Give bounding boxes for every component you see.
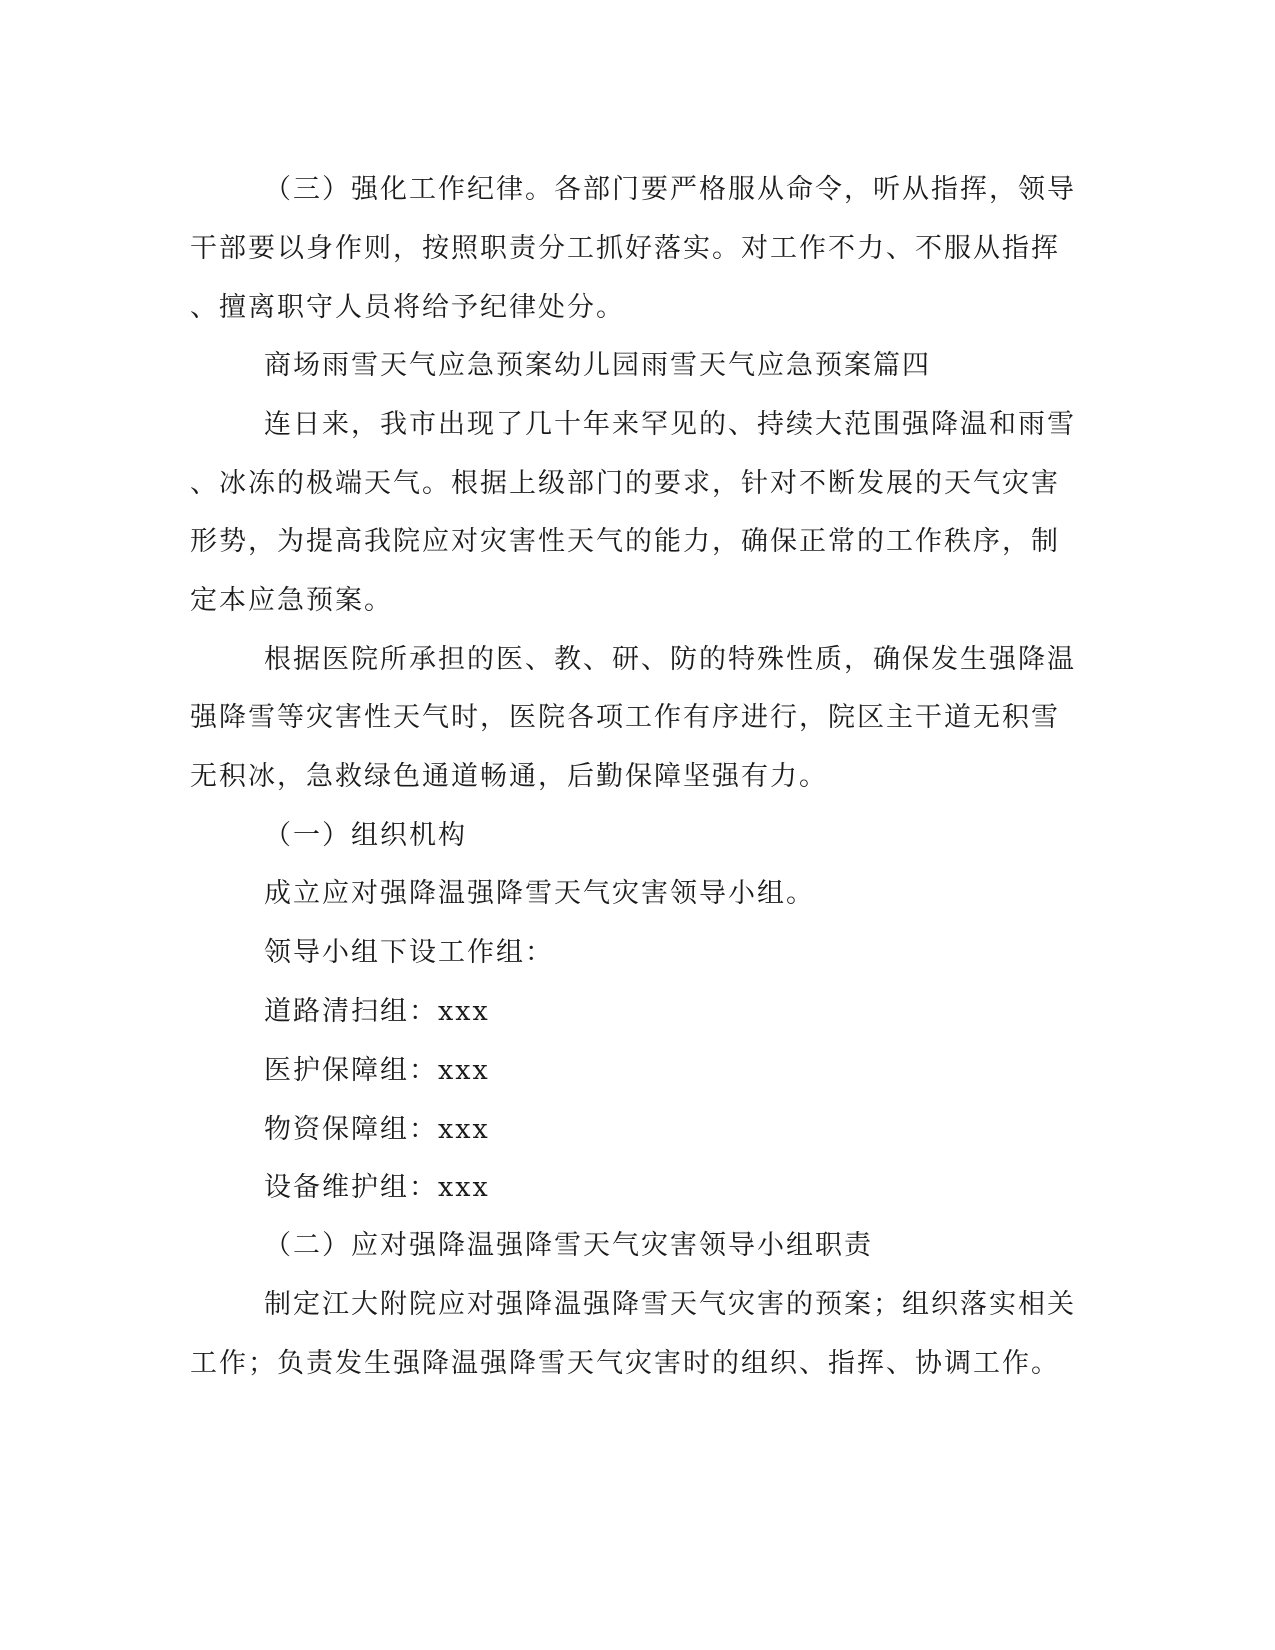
subsection-heading: （二）应对强降温强降雪天气灾害领导小组职责 xyxy=(264,1230,873,1261)
subsection-heading: （一）组织机构 xyxy=(264,820,467,851)
list-item: 道路清扫组：xxx xyxy=(264,996,490,1027)
paragraph-line: 领导小组下设工作组： xyxy=(264,937,554,968)
paragraph-line: 连日来，我市出现了几十年来罕见的、持续大范围强降温和雨雪 xyxy=(264,409,1076,440)
paragraph-line: 定本应急预案。 xyxy=(190,585,393,616)
list-item: 医护保障组：xxx xyxy=(264,1055,490,1086)
paragraph-line: 、冰冻的极端天气。根据上级部门的要求，针对不断发展的天气灾害 xyxy=(190,468,1060,499)
paragraph-line: （三）强化工作纪律。各部门要严格服从命令，听从指挥，领导 xyxy=(264,174,1076,205)
list-item: 物资保障组：xxx xyxy=(264,1114,490,1145)
paragraph-line: 强降雪等灾害性天气时，医院各项工作有序进行，院区主干道无积雪 xyxy=(190,702,1060,733)
paragraph-line: 制定江大附院应对强降温强降雪天气灾害的预案；组织落实相关 xyxy=(264,1289,1076,1320)
paragraph-line: 无积冰，急救绿色通道畅通，后勤保障坚强有力。 xyxy=(190,761,828,792)
paragraph-line: 工作；负责发生强降温强降雪天气灾害时的组织、指挥、协调工作。 xyxy=(190,1348,1060,1379)
list-item: 设备维护组：xxx xyxy=(264,1172,490,1203)
paragraph-line: 、擅离职守人员将给予纪律处分。 xyxy=(190,292,625,323)
paragraph-line: 干部要以身作则，按照职责分工抓好落实。对工作不力、不服从指挥 xyxy=(190,233,1060,264)
paragraph-line: 根据医院所承担的医、教、研、防的特殊性质，确保发生强降温 xyxy=(264,644,1076,675)
paragraph-line: 形势，为提高我院应对灾害性天气的能力，确保正常的工作秩序，制 xyxy=(190,526,1060,557)
section-heading: 商场雨雪天气应急预案幼儿园雨雪天气应急预案篇四 xyxy=(264,350,931,381)
paragraph-line: 成立应对强降温强降雪天气灾害领导小组。 xyxy=(264,878,815,909)
